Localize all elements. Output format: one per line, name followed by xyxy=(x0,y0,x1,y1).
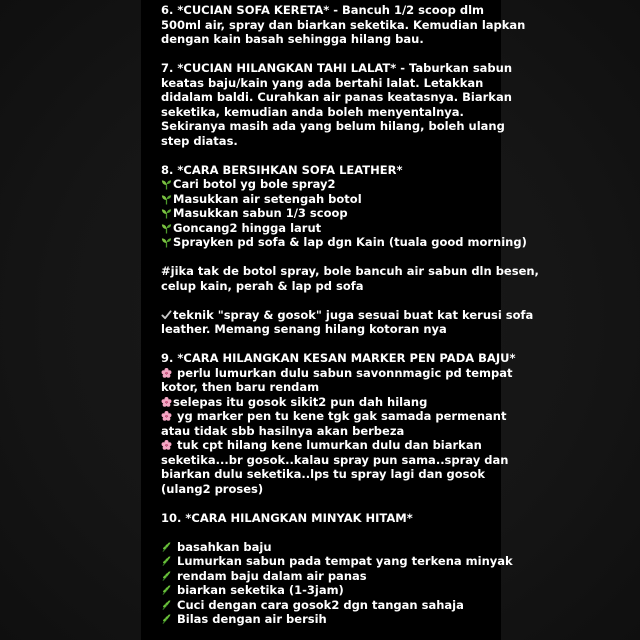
line-text: step diatas. xyxy=(161,133,238,148)
text-line xyxy=(161,177,506,192)
herb-icon xyxy=(161,570,172,582)
paragraph-gap xyxy=(161,293,506,308)
text-line xyxy=(161,61,513,76)
cherry-blossom-icon xyxy=(161,439,172,451)
line-text: Cuci dengan cara gosok2 dgn tangan sahaja xyxy=(173,597,464,612)
text-line xyxy=(161,569,506,584)
text-line xyxy=(161,206,506,221)
text-line xyxy=(161,322,506,337)
line-text: seketika, kemudian anda boleh menyentalnya. xyxy=(161,104,464,119)
text-line xyxy=(161,119,506,134)
text-line xyxy=(161,612,506,627)
text-line xyxy=(161,540,506,555)
herb-icon xyxy=(161,541,172,553)
line-text: teknik "spray & gosok" juga sesuai buat kat kerusi sofa xyxy=(173,307,534,322)
line-text: (ulang2 proses) xyxy=(161,481,264,496)
line-text: Goncang2 hingga larut xyxy=(173,220,322,235)
line-text: basahkan baju xyxy=(173,539,272,554)
line-text: leather. Memang senang hilang kotoran nya xyxy=(161,322,447,336)
line-text: 9. *CARA HILANGKAN KESAN MARKER PEN PADA BAJU* xyxy=(161,351,516,365)
seedling-icon xyxy=(161,236,172,248)
cherry-blossom-icon xyxy=(161,367,172,379)
line-text: celup kain, perah & lap pd sofa xyxy=(161,278,364,293)
seedling-icon xyxy=(161,193,172,205)
line-text: keatas baju/kain yang ada bertahi lalat. Letakkan xyxy=(161,75,484,90)
line-text: atau tidak sbb hasilnya akan berbeza xyxy=(161,423,405,438)
text-line xyxy=(161,163,506,178)
paragraph-gap xyxy=(161,337,506,352)
text-line xyxy=(161,598,506,613)
line-text: #jika tak de botol spray, bole bancuh air sabun dln besen, xyxy=(161,264,539,278)
text-line xyxy=(161,279,506,294)
text-line xyxy=(161,467,506,482)
text-line xyxy=(161,438,506,453)
line-text: selepas itu gosok sikit2 pun dah hilang xyxy=(173,394,428,409)
text-line xyxy=(161,307,534,323)
message-text xyxy=(161,3,539,627)
seedling-icon xyxy=(161,222,172,234)
cherry-blossom-icon xyxy=(161,396,172,408)
text-line xyxy=(161,192,506,207)
text-line xyxy=(161,351,516,366)
text-line xyxy=(161,525,506,540)
text-line xyxy=(161,395,506,410)
herb-icon xyxy=(161,599,172,611)
line-text: dengan kain basah sehingga hilang bau. xyxy=(161,32,424,46)
line-text: 8. *CARA BERSIHKAN SOFA LEATHER* xyxy=(161,162,403,177)
check-mark-icon xyxy=(161,309,172,321)
line-text: 6. *CUCIAN SOFA KERETA* - Bancuh 1/2 scoop dlm xyxy=(161,3,485,17)
line-text: didalam baldi. Curahkan air panas keatasnya. Biarkan xyxy=(161,90,512,104)
line-text: kotor, then baru rendam xyxy=(161,380,320,394)
herb-icon xyxy=(161,584,172,596)
text-line xyxy=(161,3,506,18)
line-text: Cari botol yg bole spray2 xyxy=(173,177,336,191)
text-line xyxy=(161,134,506,149)
line-text: Masukkan air setengah botol xyxy=(173,191,362,206)
line-text: biarkan dulu seketika..lps tu spray lagi dan gosok xyxy=(161,467,486,481)
text-line xyxy=(161,511,506,526)
line-text: 500ml air, spray dan biarkan seketika. Kemudian lapkan xyxy=(161,17,526,32)
herb-icon xyxy=(161,555,172,567)
paragraph-gap xyxy=(161,47,506,62)
text-line xyxy=(161,380,506,395)
text-line xyxy=(161,365,513,381)
paragraph-gap xyxy=(161,148,506,163)
herb-icon xyxy=(161,613,172,625)
line-text: seketika...br gosok..kalau spray pun sama..spray dan xyxy=(161,452,509,467)
line-text: Masukkan sabun 1/3 scoop xyxy=(173,206,348,220)
text-line xyxy=(161,235,527,250)
line-text: yg marker pen tu kene tgk gak samada permenant xyxy=(173,409,507,423)
text-line xyxy=(161,264,539,279)
paragraph-gap xyxy=(161,250,506,265)
text-line xyxy=(161,424,506,439)
line-text: 7. *CUCIAN HILANGKAN TAHI LALAT* - Taburkan sabun xyxy=(161,61,513,75)
message-screenshot xyxy=(141,0,539,640)
line-text: perlu lumurkan dulu sabun savonnmagic pd tempat xyxy=(173,365,513,380)
text-line xyxy=(161,409,506,424)
paragraph-gap xyxy=(161,496,506,511)
line-text: Sekiranya masih ada yang belum hilang, boleh ulang xyxy=(161,119,505,133)
line-text: 10. *CARA HILANGKAN MINYAK HITAM* xyxy=(161,510,413,525)
text-line xyxy=(161,452,509,468)
text-line xyxy=(161,482,506,497)
line-text: Sprayken pd sofa & lap dgn Kain (tuala good morning) xyxy=(173,235,527,249)
seedling-icon xyxy=(161,178,172,190)
text-line xyxy=(161,90,512,105)
line-text: Bilas dengan air bersih xyxy=(173,612,327,626)
cherry-blossom-icon xyxy=(161,410,172,422)
line-text: biarkan seketika (1-3jam) xyxy=(173,583,344,597)
line-text: tuk cpt hilang kene lumurkan dulu dan biarkan xyxy=(173,438,482,452)
text-line xyxy=(161,105,506,120)
text-line xyxy=(161,583,506,598)
seedling-icon xyxy=(161,207,172,219)
text-line xyxy=(161,221,506,236)
line-text: Lumurkan sabun pada tempat yang terkena minyak xyxy=(173,554,513,568)
text-line xyxy=(161,17,526,33)
line-text: rendam baju dalam air panas xyxy=(173,568,367,583)
text-line xyxy=(161,32,506,47)
text-line xyxy=(161,76,506,91)
text-line xyxy=(161,554,513,569)
